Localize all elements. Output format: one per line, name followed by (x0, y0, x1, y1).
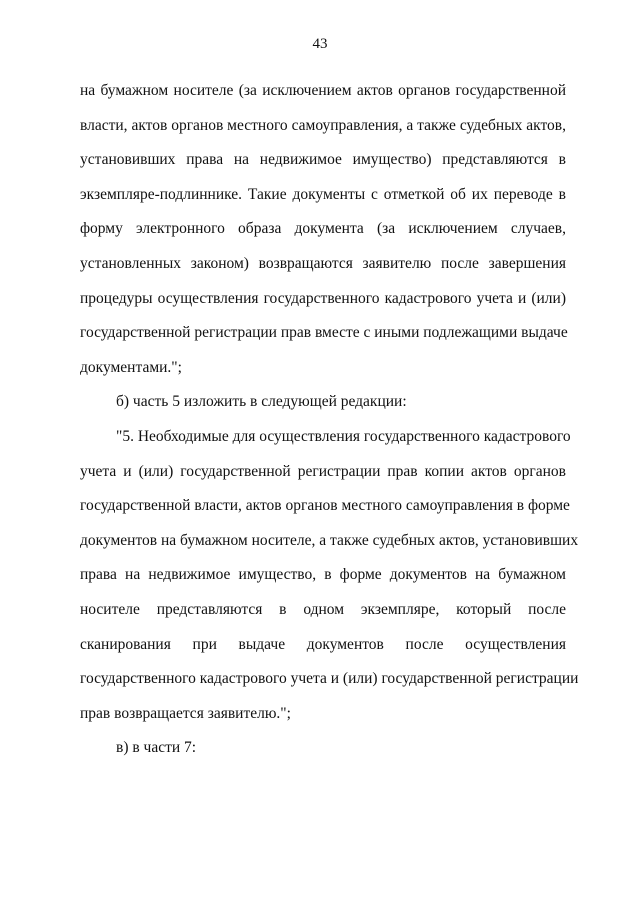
paragraph-2-line: документов на бумажном носителе, а также судебных актов, установивших (80, 531, 579, 549)
paragraph-2-line: государственного кадастрового учета и (или) государственной регистрации (80, 670, 579, 688)
paragraph-1-line: власти, актов органов местного самоуправления, а также судебных актов, (80, 116, 566, 134)
paragraph-2-line: государственной власти, актов органов местного самоуправления в форме (80, 497, 570, 515)
paragraph-2-line: "5. Необходимые для осуществления государственного кадастрового (116, 427, 571, 445)
document-body (80, 74, 579, 766)
page-number: 43 (312, 36, 328, 52)
paragraph-2-line: прав возвращается заявителю."; (80, 704, 291, 722)
paragraph-1-line: государственной регистрации прав вместе с иными подлежащими выдаче (80, 324, 568, 342)
paragraph-1-line: установленных законом) возвращаются заявителю после завершения (80, 254, 566, 272)
paragraph-2-line: носителе представляются в одном экземпляре, который после (80, 600, 566, 618)
paragraph-2-line: права на недвижимое имущество, в форме документов на бумажном (80, 566, 566, 584)
item-b-line: б) часть 5 изложить в следующей редакции: (116, 393, 407, 411)
paragraph-1-line: экземпляре-подлиннике. Такие документы с отметкой об их переводе в (80, 185, 566, 203)
paragraph-2-line: сканирования при выдаче документов после осуществления (80, 635, 566, 653)
paragraph-1-line: на бумажном носителе (за исключением актов органов государственной (80, 82, 566, 99)
item-v-line: в) в части 7: (116, 739, 197, 757)
paragraph-2-line: учета и (или) государственной регистрации прав копии актов органов (80, 462, 566, 480)
paragraph-1-line: документами."; (80, 358, 182, 376)
paragraph-1-line: процедуры осуществления государственного кадастрового учета и (или) (80, 289, 566, 307)
paragraph-1-line: форму электронного образа документа (за исключением случаев, (80, 220, 566, 238)
paragraph-1-line: установивших права на недвижимое имущество) представляются в (80, 151, 566, 169)
